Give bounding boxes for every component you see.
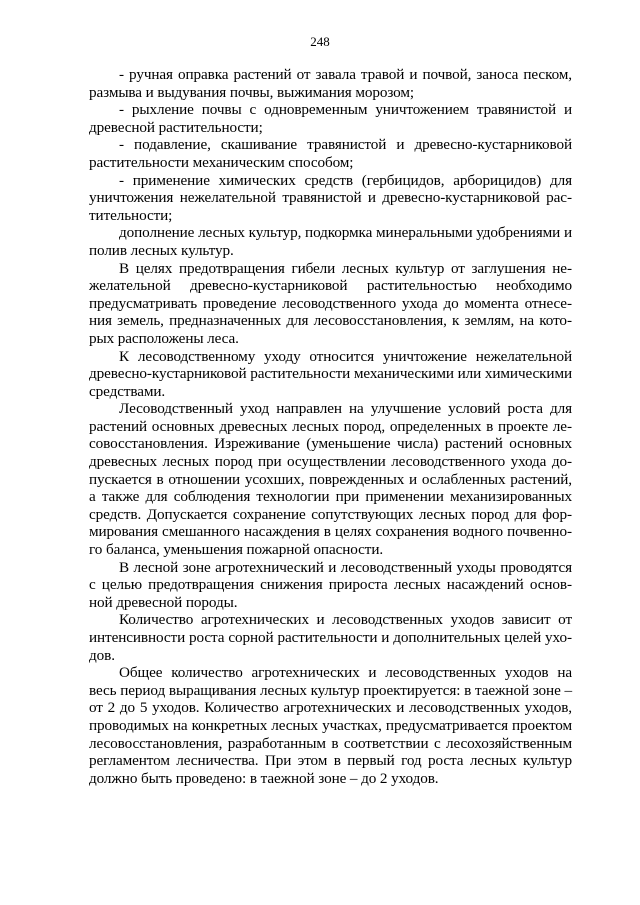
paragraph-silvicultural-care-definition: К лесоводственному уходу относится уничтожение нежелательной древесно-кустарниковой растительности механическими или химическими средствами. — [89, 347, 572, 400]
paragraph-total-care-count: Общее количество агротехнических и лесоводственных уходов на весь период выращивания лесных культур проектируется: в таежной зоне – от 2 до 5 уходов. Количество агротехнических и лесоводственных уходов, проводимых на конкретных лесных участках, предусматривается проектом лесовосстановления, разработанным в соответствии с лесохозяйственным регламентом лесничества. При этом в первый год роста лесных культур должно быть проведено: в таежной зоне – до 2 уходов. — [89, 664, 572, 787]
paragraph-prevent-loss: В целях предотвращения гибели лесных культур от заглушения нежелательной древесно-кустарниковой растительностью необходимо предусматривать проведение лесоводственного ухода до момента отнесения земель, предназначенных для лесовосстановления, к землям, на которых расположены леса. — [89, 259, 572, 347]
paragraph-care-count-factors: Количество агротехнических и лесоводственных уходов зависит от интенсивности роста сорной растительности и дополнительных целей уходов. — [89, 611, 572, 664]
list-item-mechanical-suppression: - подавление, скашивание травянистой и древесно-кустарниковой растительности механическим способом; — [89, 136, 572, 171]
list-item-soil-loosening: - рыхление почвы с одновременным уничтожением травянистой и древесной растительности; — [89, 101, 572, 136]
page-number: 248 — [310, 34, 330, 49]
paragraph-forest-zone-care: В лесной зоне агротехнический и лесоводственный уходы проводятся с целью предотвращения снижения прироста лесных насаждений основной древесной породы. — [89, 558, 572, 611]
body-text — [89, 66, 572, 787]
paragraph-silvicultural-care-purpose: Лесоводственный уход направлен на улучшение условий роста для растений основных древесных лесных пород, определенных в проекте лесовосстановления. Изреживание (уменьшение числа) растений основных древесных лесных пород при осуществлении лесоводственного ухода допускается в отношении усохших, поврежденных и ослабленных растений, а также для соблюдения технологии при применении механизированных средств. Допускается сохранение сопутствующих лесных пород для формирования смешанного насаждения в целях сохранения водного почвенного баланса, уменьшения пожарной опасности. — [89, 400, 572, 559]
list-item-supplement-fertilize: дополнение лесных культур, подкормка минеральными удобрениями и полив лесных культур. — [89, 224, 572, 259]
list-item-chemical-treatment: - применение химических средств (гербицидов, арборицидов) для уничтожения нежелательной травянистой и древесно-кустарниковой растительности; — [89, 171, 572, 224]
list-item-manual-straightening: - ручная оправка растений от завала травой и почвой, заноса песком, размыва и выдувания почвы, выжимания морозом; — [89, 66, 572, 101]
